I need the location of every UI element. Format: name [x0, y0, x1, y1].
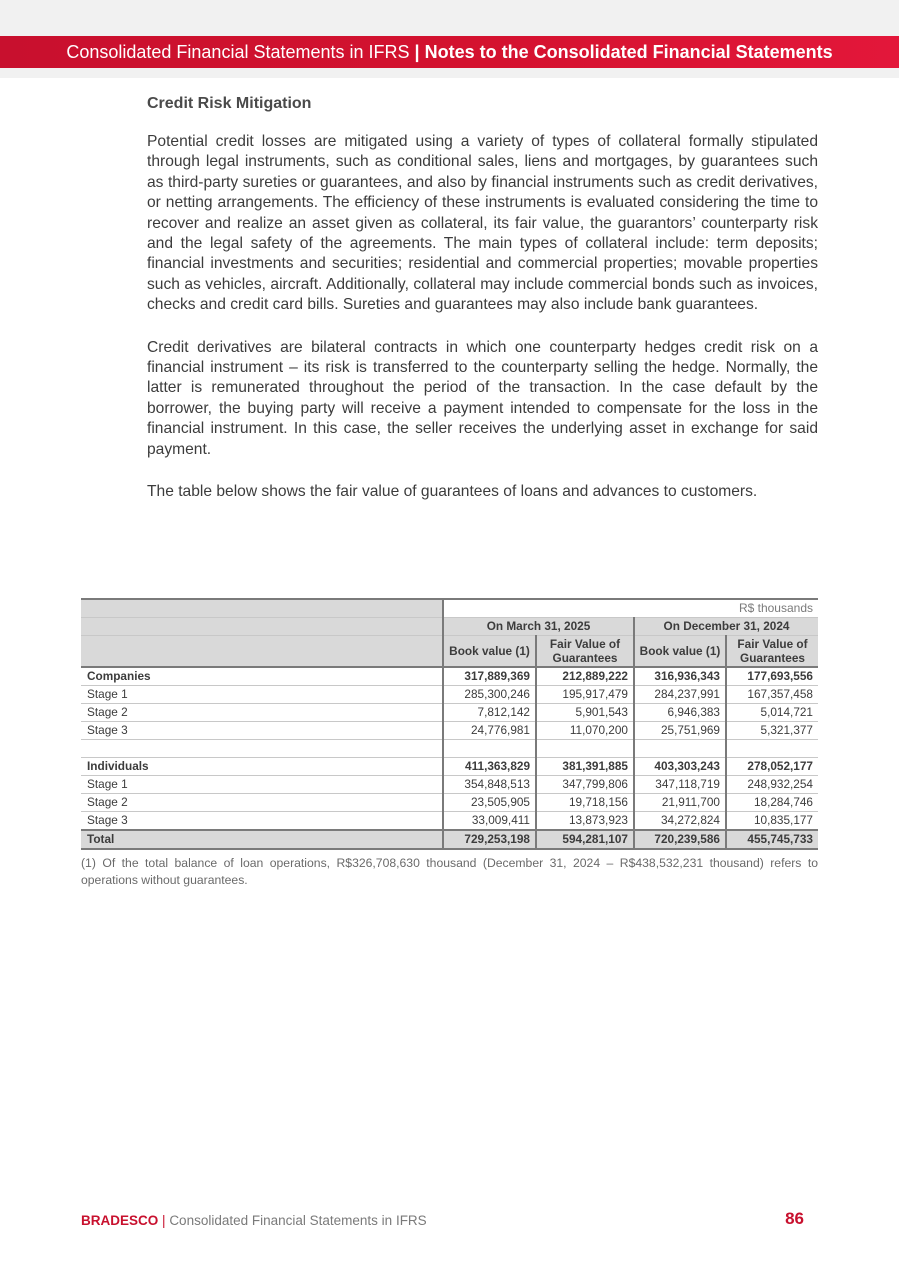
cell-value: 34,272,824 — [634, 812, 726, 831]
cell-value: 5,014,721 — [726, 704, 818, 722]
cell-value: 7,812,142 — [443, 704, 536, 722]
table-row — [81, 794, 818, 812]
cell-value: 18,284,746 — [726, 794, 818, 812]
cell-value: 24,776,981 — [443, 722, 536, 740]
col-fair-value-2025: Fair Value of Guarantees — [536, 636, 634, 668]
cell-value: 13,873,923 — [536, 812, 634, 831]
row-label: Individuals — [81, 758, 443, 776]
empty-cell — [536, 740, 634, 758]
paragraph-table-intro: The table below shows the fair value of guarantees of loans and advances to customers. — [147, 483, 758, 501]
table-row — [81, 722, 818, 740]
section-title: Credit Risk Mitigation — [147, 95, 312, 112]
footer-title: Consolidated Financial Statements in IFRS — [169, 1213, 427, 1228]
table-row-individuals — [81, 758, 818, 776]
footer-brand: BRADESCO — [81, 1213, 159, 1228]
top-margin — [0, 0, 899, 36]
cell-value: 195,917,479 — [536, 686, 634, 704]
table-footnote: (1) Of the total balance of loan operations, R$326,708,630 thousand (December 31, 2024 – R$438,532,231 thousand) refers to operations without guarantees. — [81, 856, 818, 887]
row-label: Stage 3 — [81, 812, 443, 831]
cell-value: 5,321,377 — [726, 722, 818, 740]
table-row — [81, 704, 818, 722]
cell-value: 6,946,383 — [634, 704, 726, 722]
header-underline — [0, 68, 899, 78]
row-label: Stage 3 — [81, 722, 443, 740]
empty-cell — [443, 740, 536, 758]
table-spacer-row — [81, 740, 818, 758]
cell-value: 285,300,246 — [443, 686, 536, 704]
cell-value: 278,052,177 — [726, 758, 818, 776]
cell-value: 177,693,556 — [726, 667, 818, 686]
cell-value: 25,751,969 — [634, 722, 726, 740]
page-number: 86 — [785, 1209, 804, 1228]
header-document-title: Consolidated Financial Statements in IFRS — [66, 42, 410, 62]
cell-value: 347,118,719 — [634, 776, 726, 794]
period-december-2024: On December 31, 2024 — [634, 618, 818, 636]
empty-cell — [81, 740, 443, 758]
header-blank — [81, 618, 443, 636]
main-content — [147, 94, 818, 525]
table-row-total — [81, 830, 818, 849]
cell-value: 455,745,733 — [726, 830, 818, 849]
col-book-value-2024: Book value (1) — [634, 636, 726, 668]
guarantees-table — [81, 598, 818, 850]
page-header-band — [0, 36, 899, 68]
cell-value: 354,848,513 — [443, 776, 536, 794]
paragraph-credit-derivatives: Credit derivatives are bilateral contracts in which one counterparty hedges credit risk on a financial instrument – its risk is transferred to the counterparty selling the hedge. Normally, the latter is remunerated throughout the period of the transaction. In the case default by the borrower, the buying party will receive a payment intended to compensate for the loss in the financial instrument. In this case, the seller receives the underlying asset in exchange for said payment. — [147, 338, 818, 458]
cell-value: 316,936,343 — [634, 667, 726, 686]
row-label: Stage 2 — [81, 704, 443, 722]
cell-value: 33,009,411 — [443, 812, 536, 831]
cell-value: 411,363,829 — [443, 758, 536, 776]
cell-value: 381,391,885 — [536, 758, 634, 776]
footer-separator: | — [162, 1213, 166, 1228]
cell-value: 19,718,156 — [536, 794, 634, 812]
units-label: R$ thousands — [443, 599, 818, 618]
cell-value: 167,357,458 — [726, 686, 818, 704]
cell-value: 720,239,586 — [634, 830, 726, 849]
period-row — [81, 618, 818, 636]
cell-value: 347,799,806 — [536, 776, 634, 794]
table-row — [81, 776, 818, 794]
cell-value: 21,911,700 — [634, 794, 726, 812]
cell-value: 248,932,254 — [726, 776, 818, 794]
cell-value: 5,901,543 — [536, 704, 634, 722]
header-blank — [81, 636, 443, 668]
cell-value: 212,889,222 — [536, 667, 634, 686]
cell-value: 403,303,243 — [634, 758, 726, 776]
column-header-row — [81, 636, 818, 668]
col-fair-value-2024: Fair Value of Guarantees — [726, 636, 818, 668]
row-label: Companies — [81, 667, 443, 686]
cell-value: 10,835,177 — [726, 812, 818, 831]
cell-value: 594,281,107 — [536, 830, 634, 849]
cell-value: 317,889,369 — [443, 667, 536, 686]
empty-cell — [726, 740, 818, 758]
row-label: Stage 1 — [81, 776, 443, 794]
table-row-companies — [81, 667, 818, 686]
col-book-value-2025: Book value (1) — [443, 636, 536, 668]
period-march-2025: On March 31, 2025 — [443, 618, 634, 636]
units-row — [81, 599, 818, 618]
table-row — [81, 812, 818, 831]
cell-value: 23,505,905 — [443, 794, 536, 812]
row-label: Total — [81, 830, 443, 849]
header-separator: | — [414, 42, 420, 62]
header-section-title: Notes to the Consolidated Financial Statements — [424, 42, 833, 62]
cell-value: 284,237,991 — [634, 686, 726, 704]
header-blank — [81, 599, 443, 618]
empty-cell — [634, 740, 726, 758]
cell-value: 11,070,200 — [536, 722, 634, 740]
table-row — [81, 686, 818, 704]
guarantees-table-container — [81, 598, 818, 850]
page-footer — [81, 1211, 818, 1231]
paragraph-collateral: Potential credit losses are mitigated using a variety of types of collateral formally stipulated through legal instruments, such as conditional sales, liens and mortgages, by guarantees such as third-party sureties or guarantees, and also by financial instruments such as credit derivatives, or netting arrangements. The efficiency of these instruments is evaluated considering the time to recover and realize an asset given as collateral, its fair value, the guarantors’ counterparty risk and the legal safety of the agreements. The main types of collateral include: term deposits; financial investments and securities; residential and commercial properties; movable properties such as vehicles, aircraft. Additionally, collateral may include commercial bonds such as invoices, checks and credit card bills. Sureties and guarantees may also include bank guarantees. — [147, 133, 818, 314]
row-label: Stage 2 — [81, 794, 443, 812]
row-label: Stage 1 — [81, 686, 443, 704]
cell-value: 729,253,198 — [443, 830, 536, 849]
